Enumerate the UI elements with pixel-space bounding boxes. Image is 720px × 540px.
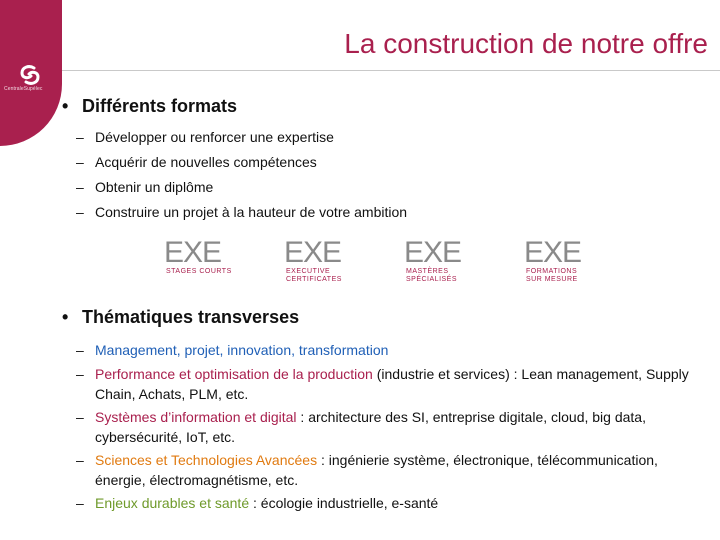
page-title: La construction de notre offre xyxy=(344,28,708,59)
section-heading-thematiques: • Thématiques transverses xyxy=(62,307,300,327)
brand-side-band xyxy=(0,0,62,146)
list-item: – Sciences et Technologies Avancées : ingénierie système, électronique, télécommunication, énergie, électromagnétisme, etc. xyxy=(76,452,658,488)
logo-wordmark: CentraleSupélec xyxy=(4,86,43,92)
list-item: – Développer ou renforcer une expertise xyxy=(76,129,334,145)
bullet-icon: • xyxy=(62,96,69,116)
list-item: – Acquérir de nouvelles compétences xyxy=(76,154,317,170)
centralesupelec-logo-icon xyxy=(17,64,43,86)
format-logo-masteres-specialises: EXE MASTÈRES SPÉCIALISÉS xyxy=(404,236,462,283)
list-item: – Performance et optimisation de la production (industrie et services) : Lean management, Supply Chain, Achats, PLM, etc. xyxy=(76,366,689,402)
list-item: – Management, projet, innovation, transformation xyxy=(76,342,389,358)
list-item: – Enjeux durables et santé : écologie industrielle, e-santé xyxy=(76,495,439,511)
bullet-icon: • xyxy=(62,307,69,327)
list-item: – Construire un projet à la hauteur de votre ambition xyxy=(76,204,408,220)
list-item: – Systèmes d’information et digital : architecture des SI, entreprise digitale, cloud, big data, cybersécurité, IoT, etc. xyxy=(76,409,646,445)
section-heading-formats: • Différents formats xyxy=(62,96,238,116)
list-item: – Obtenir un diplôme xyxy=(76,179,214,195)
format-logo-formations-sur-mesure: EXE FORMATIONS SUR MESURE xyxy=(524,236,582,283)
format-logo-executive-certificates: EXE EXECUTIVE CERTIFICATES xyxy=(284,236,342,283)
format-logo-stages-courts: EXE STAGES COURTS xyxy=(164,236,232,275)
format-logos xyxy=(152,238,602,290)
title-divider xyxy=(62,70,720,71)
